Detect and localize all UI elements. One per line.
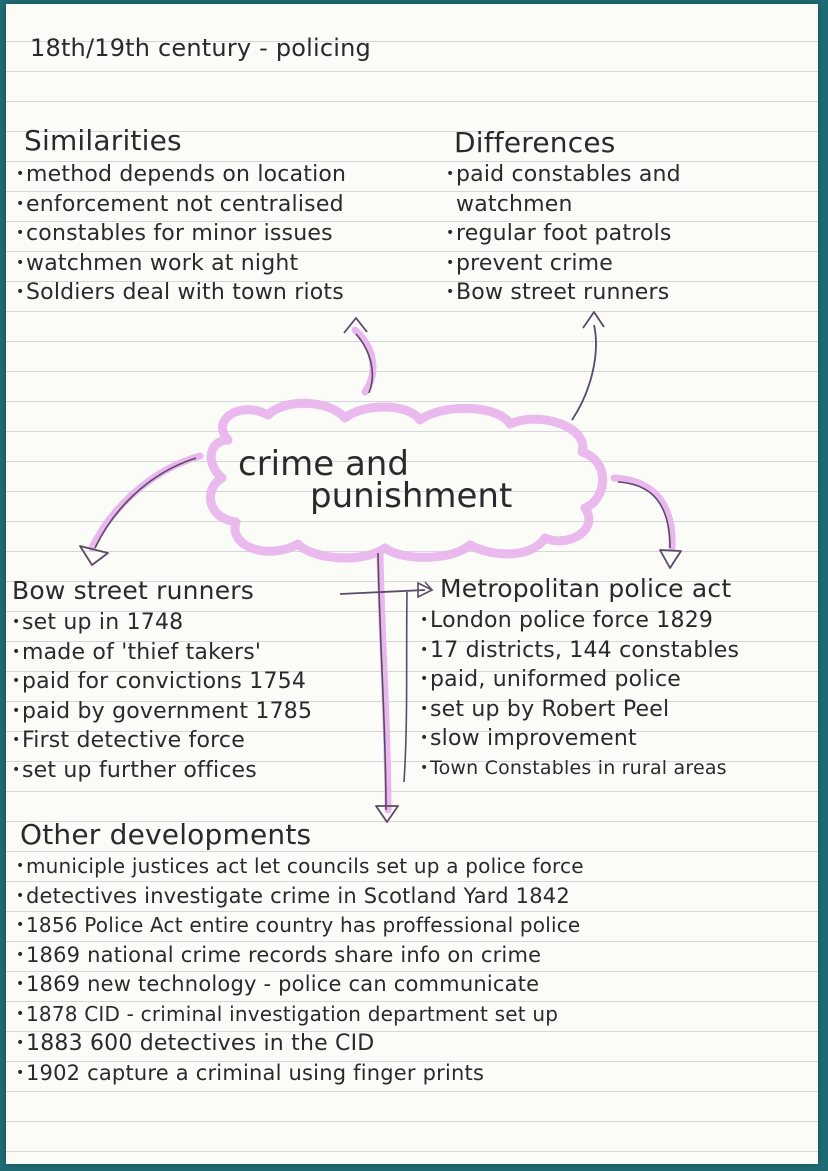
list-item: • 1856 Police Act entire country has proffessional police [16, 911, 584, 941]
other-developments-list [16, 852, 584, 1088]
list-item: • made of 'thief takers' [12, 638, 312, 668]
list-item: • Town Constables in rural areas [420, 754, 739, 784]
central-topic-line-2: punishment [310, 476, 513, 516]
list-item: • constables for minor issues [16, 219, 346, 249]
differences-list [446, 160, 786, 308]
bow-street-heading: Bow street runners [12, 576, 255, 605]
metropolitan-list [420, 606, 739, 783]
similarities-heading: Similarities [24, 124, 182, 157]
list-item: • 17 districts, 144 constables [420, 636, 739, 666]
list-item: • paid constables and watchmen [446, 160, 786, 219]
list-item: • enforcement not centralised [16, 190, 346, 220]
list-item: • 1869 national crime records share info on crime [16, 941, 584, 971]
metropolitan-heading: Metropolitan police act [440, 574, 732, 603]
central-topic-line-1: crime and [238, 444, 409, 484]
differences-heading: Differences [454, 126, 616, 159]
list-item: • slow improvement [420, 724, 739, 754]
list-item: • 1902 capture a criminal using finger prints [16, 1059, 584, 1089]
bow-street-list [12, 608, 312, 785]
list-item: • Soldiers deal with town riots [16, 278, 346, 308]
list-item: • watchmen work at night [16, 249, 346, 279]
list-item: • paid for convictions 1754 [12, 667, 312, 697]
list-item: • municiple justices act let councils set up a police force [16, 852, 584, 882]
list-item: • set up in 1748 [12, 608, 312, 638]
list-item: • Bow street runners [446, 278, 786, 308]
arrow-to-other-developments [380, 555, 388, 810]
list-item: • 1869 new technology - police can communicate [16, 970, 584, 1000]
list-item: • detectives investigate crime in Scotland Yard 1842 [16, 882, 584, 912]
list-item: • London police force 1829 [420, 606, 739, 636]
list-item: • paid, uniformed police [420, 665, 739, 695]
page-title: 18th/19th century - policing [30, 34, 371, 62]
list-item: • prevent crime [446, 249, 786, 279]
list-item: • 1883 600 detectives in the CID [16, 1029, 584, 1059]
list-item: • set up by Robert Peel [420, 695, 739, 725]
list-item: • regular foot patrols [446, 219, 786, 249]
list-item: • 1878 CID - criminal investigation department set up [16, 1000, 584, 1030]
arrow-to-bow-street [92, 456, 200, 548]
list-item: • method depends on location [16, 160, 346, 190]
arrow-to-differences [572, 325, 596, 420]
list-item: • First detective force [12, 726, 312, 756]
other-developments-heading: Other developments [20, 818, 312, 851]
similarities-list [16, 160, 346, 308]
column-divider [404, 592, 407, 782]
list-item: • paid by government 1785 [12, 697, 312, 727]
list-item: • set up further offices [12, 756, 312, 786]
